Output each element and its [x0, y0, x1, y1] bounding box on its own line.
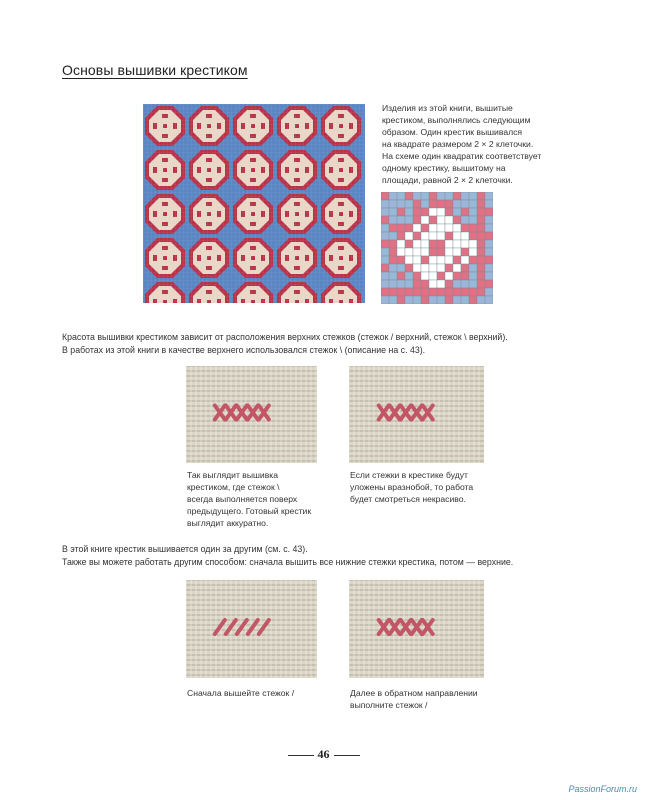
chart-cell	[453, 256, 461, 264]
chart-cell	[453, 192, 461, 200]
chart-cell	[389, 208, 397, 216]
chart-cell	[429, 224, 437, 232]
chart-cell	[389, 248, 397, 256]
section1-text	[62, 331, 622, 356]
chart-cell	[477, 200, 485, 208]
chart-cell	[437, 208, 445, 216]
page-footer	[0, 747, 647, 762]
intro-line: На схеме один квадратик соответствует	[382, 151, 542, 161]
chart-cell	[485, 296, 493, 304]
chart-cell	[413, 216, 421, 224]
chart-cell	[485, 232, 493, 240]
chart-cell	[421, 296, 429, 304]
section1-line: В работах из этой книги в качестве верхнего использовался стежок \ (описание на с. 43).	[62, 344, 426, 355]
chart-cell	[453, 240, 461, 248]
chart-cell	[461, 200, 469, 208]
chart-cell	[445, 240, 453, 248]
chart-cell	[397, 248, 405, 256]
chart-cell	[397, 280, 405, 288]
chart-cell	[453, 248, 461, 256]
chart-cell	[381, 288, 389, 296]
caption-line: Так выглядит вышивка	[187, 470, 279, 480]
chart-cell	[469, 200, 477, 208]
chart-cell	[445, 208, 453, 216]
chart-cell	[397, 208, 405, 216]
intro-text	[382, 102, 612, 186]
chart-cell	[421, 200, 429, 208]
chart-cell	[469, 224, 477, 232]
chart-cell	[485, 280, 493, 288]
caption-first-pass	[187, 687, 337, 699]
chart-cell	[437, 216, 445, 224]
watermark: PassionForum.ru	[568, 784, 637, 794]
chart-cell	[429, 256, 437, 264]
chart-cell	[477, 264, 485, 272]
chart-cell	[389, 264, 397, 272]
section2-line: Также вы можете работать другим способом: сначала вышить все нижние стежки крестика, потом — верхние.	[62, 556, 514, 567]
chart-cell	[389, 192, 397, 200]
chart-cell	[461, 280, 469, 288]
stitch-photo-neat	[186, 366, 317, 463]
chart-cell	[485, 192, 493, 200]
section2-text	[62, 543, 622, 568]
chart-cell	[405, 224, 413, 232]
chart-cell	[413, 280, 421, 288]
chart-cell	[461, 288, 469, 296]
chart-cell	[453, 232, 461, 240]
chart-cell	[397, 216, 405, 224]
chart-cell	[381, 256, 389, 264]
chart-cell	[477, 224, 485, 232]
chart-cell	[389, 232, 397, 240]
chart-cell	[429, 208, 437, 216]
chart-cell	[477, 248, 485, 256]
chart-cell	[421, 192, 429, 200]
chart-cell	[405, 192, 413, 200]
chart-cell	[461, 224, 469, 232]
chart-cell	[397, 200, 405, 208]
chart-cell	[437, 224, 445, 232]
chart-cell	[421, 208, 429, 216]
chart-cell	[413, 208, 421, 216]
chart-cell	[389, 200, 397, 208]
chart-cell	[421, 248, 429, 256]
chart-cell	[469, 208, 477, 216]
chart-cell	[437, 192, 445, 200]
chart-cell	[429, 240, 437, 248]
chart-cell	[429, 296, 437, 304]
chart-cell	[413, 240, 421, 248]
chart-cell	[381, 232, 389, 240]
chart-cell	[477, 208, 485, 216]
chart-cell	[381, 200, 389, 208]
chart-cell	[453, 264, 461, 272]
chart-cell	[453, 216, 461, 224]
chart-cell	[421, 280, 429, 288]
chart-cell	[485, 200, 493, 208]
chart-cell	[461, 248, 469, 256]
chart-cell	[485, 248, 493, 256]
chart-cell	[485, 224, 493, 232]
chart-cell	[397, 296, 405, 304]
chart-cell	[437, 248, 445, 256]
section2-line: В этой книге крестик вышивается один за другим (см. с. 43).	[62, 544, 308, 554]
chart-cell	[461, 256, 469, 264]
chart-cell	[413, 272, 421, 280]
chart-cell	[437, 280, 445, 288]
chart-cell	[429, 272, 437, 280]
caption-line: Далее в обратном направлении	[350, 688, 478, 698]
chart-cell	[461, 296, 469, 304]
chart-cell	[381, 296, 389, 304]
chart-cell	[485, 264, 493, 272]
intro-line: крестиком, выполнялись следующим	[382, 115, 531, 125]
chart-cell	[469, 216, 477, 224]
chart-cell	[453, 272, 461, 280]
chart-cell	[413, 232, 421, 240]
chart-cell	[413, 296, 421, 304]
chart-cell	[421, 224, 429, 232]
chart-cell	[477, 232, 485, 240]
chart-cell	[381, 208, 389, 216]
footer-dash-left	[288, 755, 314, 756]
chart-cell	[381, 240, 389, 248]
page-title: Основы вышивки крестиком	[62, 62, 248, 78]
caption-neat	[187, 469, 337, 529]
chart-cell	[381, 216, 389, 224]
chart-cell	[413, 264, 421, 272]
chart-cell	[389, 216, 397, 224]
chart-cell	[421, 232, 429, 240]
chart-cell	[381, 280, 389, 288]
chart-cell	[397, 240, 405, 248]
chart-cell	[453, 200, 461, 208]
chart-cell	[445, 232, 453, 240]
chart-cell	[405, 240, 413, 248]
caption-messy	[350, 469, 510, 505]
chart-cell	[437, 288, 445, 296]
chart-cell	[405, 256, 413, 264]
chart-cell	[405, 232, 413, 240]
chart-cell	[445, 192, 453, 200]
chart-cell	[405, 248, 413, 256]
chart-cell	[469, 248, 477, 256]
chart-cell	[485, 288, 493, 296]
caption-line: всегда выполняется поверх	[187, 494, 298, 504]
chart-cell	[405, 200, 413, 208]
chart-cell	[485, 240, 493, 248]
chart-cell	[453, 224, 461, 232]
chart-cell	[437, 272, 445, 280]
chart-cell	[421, 256, 429, 264]
caption-line: Сначала вышейте стежок /	[187, 688, 295, 698]
chart-cell	[477, 216, 485, 224]
chart-cell	[461, 272, 469, 280]
chart-cell	[453, 208, 461, 216]
caption-line: выполните стежок /	[350, 700, 428, 710]
caption-line: крестиком, где стежок \	[187, 482, 280, 492]
footer-dash-right	[334, 755, 360, 756]
chart-cell	[485, 272, 493, 280]
caption-line: предыдущего. Готовый крестик	[187, 506, 312, 516]
chart-cell	[469, 264, 477, 272]
chart-cell	[397, 224, 405, 232]
intro-line: образом. Один крестик вышивался	[382, 127, 523, 137]
chart-cell	[453, 296, 461, 304]
chart-cell	[429, 200, 437, 208]
caption-line: будет смотреться некрасиво.	[350, 494, 466, 504]
chart-cell	[389, 272, 397, 280]
chart-cell	[421, 272, 429, 280]
chart-cell	[405, 216, 413, 224]
chart-cell	[421, 264, 429, 272]
chart-cell	[429, 192, 437, 200]
chart-cell	[477, 272, 485, 280]
chart-cell	[477, 192, 485, 200]
chart-cell	[469, 296, 477, 304]
chart-cell	[405, 208, 413, 216]
chart-cell	[405, 272, 413, 280]
chart-cell	[445, 200, 453, 208]
chart-cell	[429, 216, 437, 224]
chart-cell	[421, 216, 429, 224]
chart-cell	[445, 272, 453, 280]
chart-cell	[469, 288, 477, 296]
chart-cell	[429, 264, 437, 272]
chart-cell	[405, 288, 413, 296]
chart-cell	[445, 288, 453, 296]
chart-cell	[397, 192, 405, 200]
page-number: 46	[317, 747, 330, 761]
embroidery-pattern-photo	[143, 104, 365, 303]
chart-cell	[469, 256, 477, 264]
chart-cell	[437, 256, 445, 264]
chart-cell	[445, 280, 453, 288]
chart-cell	[437, 200, 445, 208]
stitch-photo-messy	[349, 366, 484, 463]
chart-cell	[397, 232, 405, 240]
chart-cell	[397, 264, 405, 272]
chart-cell	[477, 288, 485, 296]
chart-cell	[429, 280, 437, 288]
chart-cell	[445, 256, 453, 264]
chart-cell	[453, 288, 461, 296]
cross-stitch-chart	[381, 192, 493, 304]
stitch-photo-first-pass	[186, 580, 317, 678]
chart-cell	[477, 280, 485, 288]
chart-cell	[461, 192, 469, 200]
stitch-photo-second-pass	[349, 580, 484, 678]
chart-cell	[477, 296, 485, 304]
chart-cell	[413, 200, 421, 208]
chart-cell	[421, 288, 429, 296]
chart-cell	[429, 288, 437, 296]
chart-cell	[389, 288, 397, 296]
chart-cell	[381, 192, 389, 200]
chart-cell	[389, 296, 397, 304]
chart-cell	[405, 264, 413, 272]
chart-cell	[389, 224, 397, 232]
chart-cell	[469, 272, 477, 280]
chart-cell	[405, 280, 413, 288]
chart-cell	[469, 232, 477, 240]
chart-cell	[397, 288, 405, 296]
chart-cell	[485, 256, 493, 264]
chart-cell	[437, 232, 445, 240]
chart-cell	[389, 280, 397, 288]
intro-line: площади, равной 2 × 2 клеточки.	[382, 175, 513, 185]
chart-cell	[445, 296, 453, 304]
chart-cell	[477, 240, 485, 248]
caption-second-pass	[350, 687, 510, 711]
chart-cell	[381, 224, 389, 232]
intro-line: одному крестику, вышитому на	[382, 163, 506, 173]
chart-cell	[381, 272, 389, 280]
chart-cell	[469, 192, 477, 200]
section1-line: Красота вышивки крестиком зависит от расположения верхних стежков (стежок / верхний, стежок \ верхний).	[62, 332, 508, 342]
chart-cell	[429, 248, 437, 256]
chart-cell	[469, 240, 477, 248]
chart-cell	[437, 264, 445, 272]
chart-cell	[381, 248, 389, 256]
chart-cell	[413, 256, 421, 264]
chart-cell	[437, 296, 445, 304]
chart-cell	[413, 248, 421, 256]
chart-cell	[445, 216, 453, 224]
chart-cell	[413, 224, 421, 232]
chart-cell	[461, 232, 469, 240]
intro-line: Изделия из этой книги, вышитые	[382, 103, 513, 113]
chart-cell	[429, 232, 437, 240]
chart-cell	[461, 208, 469, 216]
chart-cell	[389, 256, 397, 264]
chart-cell	[445, 224, 453, 232]
chart-cell	[389, 240, 397, 248]
chart-cell	[453, 280, 461, 288]
chart-cell	[461, 216, 469, 224]
chart-cell	[413, 192, 421, 200]
chart-cell	[397, 256, 405, 264]
chart-cell	[413, 288, 421, 296]
chart-cell	[461, 264, 469, 272]
chart-cell	[485, 216, 493, 224]
caption-line: выглядит аккуратно.	[187, 518, 269, 528]
chart-cell	[405, 296, 413, 304]
chart-cell	[485, 208, 493, 216]
chart-cell	[461, 240, 469, 248]
chart-cell	[397, 272, 405, 280]
chart-cell	[381, 264, 389, 272]
chart-cell	[437, 240, 445, 248]
chart-cell	[469, 280, 477, 288]
chart-cell	[445, 248, 453, 256]
chart-cell	[421, 240, 429, 248]
chart-cell	[477, 256, 485, 264]
intro-line: на квадрате размером 2 × 2 клеточки.	[382, 139, 534, 149]
caption-line: Если стежки в крестике будут	[350, 470, 468, 480]
caption-line: уложены вразнобой, то работа	[350, 482, 474, 492]
chart-cell	[445, 264, 453, 272]
